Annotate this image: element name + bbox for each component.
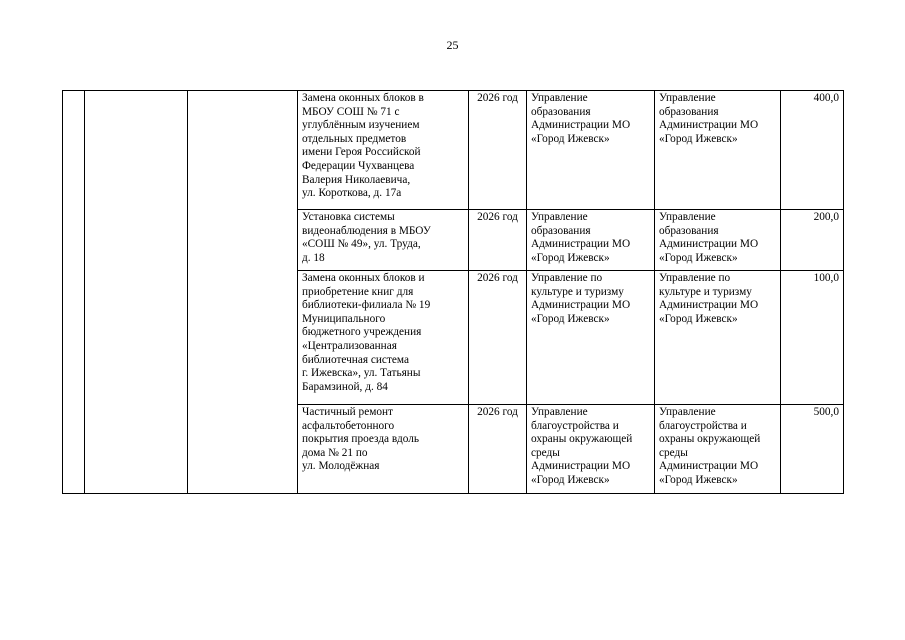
responsible-cell: Управление образования Администрации МО «Город Ижевск» <box>527 91 655 210</box>
amount-cell: 100,0 <box>781 271 844 405</box>
district-cell <box>85 91 188 494</box>
page-number: 25 <box>446 38 459 52</box>
executor-cell: Управление по культуре и туризму Администрации МО «Город Ижевск» <box>655 271 781 405</box>
measure-name-cell: Замена оконных блоков в МБОУ СОШ № 71 с углублённым изучением отдельных предметов имени Героя Российской Федерации Чухванцева Валерия Николаевича, ул. Короткова, д. 17а <box>298 91 469 210</box>
year-cell: 2026 год <box>469 91 527 210</box>
executor-cell: Управление образования Администрации МО «Город Ижевск» <box>655 210 781 271</box>
year-cell: 2026 год <box>469 405 527 494</box>
table-row <box>63 91 844 210</box>
index-cell <box>63 91 85 494</box>
measure-name-cell: Установка системы видеонаблюдения в МБОУ «СОШ № 49», ул. Труда, д. 18 <box>298 210 469 271</box>
executor-cell: Управление благоустройства и охраны окружающей среды Администрации МО «Город Ижевск» <box>655 405 781 494</box>
responsible-cell: Управление образования Администрации МО «Город Ижевск» <box>527 210 655 271</box>
measure-name-cell: Частичный ремонт асфальтобетонного покрытия проезда вдоль дома № 21 по ул. Молодёжная <box>298 405 469 494</box>
object-cell <box>188 91 298 494</box>
year-cell: 2026 год <box>469 271 527 405</box>
responsible-cell: Управление благоустройства и охраны окружающей среды Администрации МО «Город Ижевск» <box>527 405 655 494</box>
year-cell: 2026 год <box>469 210 527 271</box>
amount-cell: 200,0 <box>781 210 844 271</box>
responsible-cell: Управление по культуре и туризму Администрации МО «Город Ижевск» <box>527 271 655 405</box>
measures-table <box>62 90 844 494</box>
amount-cell: 400,0 <box>781 91 844 210</box>
executor-cell: Управление образования Администрации МО «Город Ижевск» <box>655 91 781 210</box>
amount-cell: 500,0 <box>781 405 844 494</box>
measure-name-cell: Замена оконных блоков и приобретение книг для библиотеки-филиала № 19 Муниципального бюджетного учреждения «Централизованная библиотечная система г. Ижевска», ул. Татьяны Барамзиной, д. 84 <box>298 271 469 405</box>
